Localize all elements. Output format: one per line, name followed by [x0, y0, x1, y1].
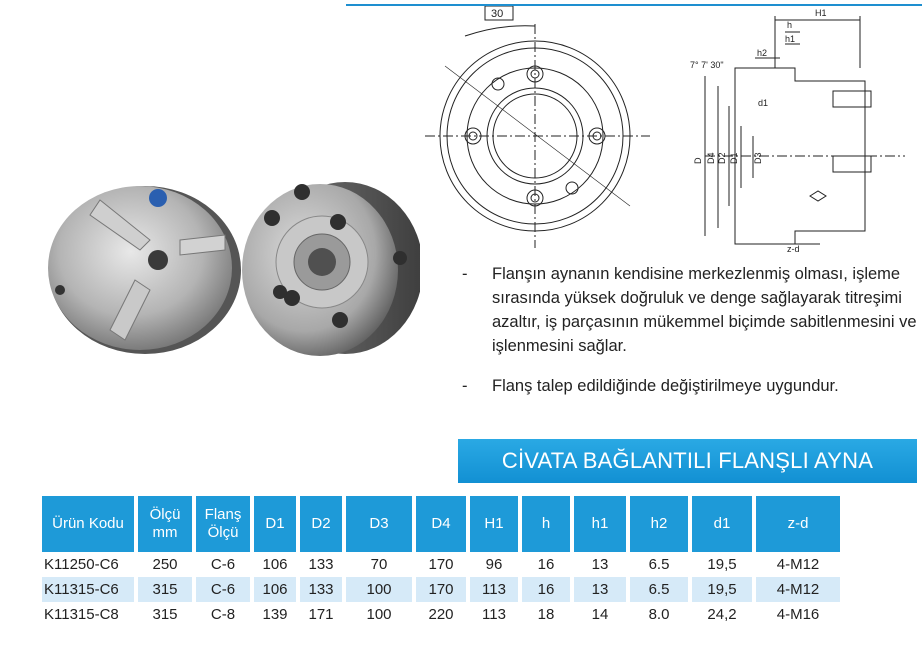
feature-text: Flanş talep edildiğinde değiştirilmeye uygundur.: [492, 377, 839, 395]
flange-chuck-image: [242, 182, 420, 356]
three-jaw-chuck-image: [48, 186, 241, 354]
dim-D: D: [693, 157, 703, 164]
angle-label: 30: [491, 8, 504, 20]
cell-D2: 133: [300, 577, 342, 602]
cell-d1: 19,5: [692, 577, 752, 602]
dim-H1: H1: [815, 8, 827, 18]
table-row: [42, 602, 840, 627]
table-header-row: [42, 496, 840, 552]
cell-D4: 220: [428, 606, 454, 623]
cell-h2: 6.5: [630, 577, 688, 602]
taper-label: 7° 7' 30": [690, 60, 724, 70]
cell-D1: 106: [262, 556, 288, 573]
technical-drawing: [405, 6, 922, 256]
spec-table: [38, 496, 844, 627]
cell-D1: 106: [254, 577, 296, 602]
cell-h: 18: [537, 606, 555, 623]
header-h1: h1: [574, 496, 626, 552]
table-row: [42, 577, 840, 602]
cell-D3: 100: [366, 606, 392, 623]
table-row: [42, 552, 840, 577]
cell-product-code: K11250-C6: [44, 556, 119, 573]
dim-zd: z-d: [787, 244, 800, 254]
dim-D3: D3: [753, 152, 763, 164]
cell-D2: 171: [308, 606, 334, 623]
dim-h1: h1: [785, 34, 796, 44]
product-photo: [40, 170, 420, 360]
header-D2: D2: [300, 496, 342, 552]
cell-H1: 113: [482, 606, 506, 623]
cell-product-code: K11315-C6: [42, 577, 134, 602]
cell-h: 16: [537, 556, 555, 573]
feature-list: [458, 262, 918, 398]
cell-h1: 13: [574, 577, 626, 602]
cell-size: 315: [152, 606, 178, 623]
cell-d1: 24,2: [707, 606, 737, 623]
cell-D3: 100: [346, 577, 412, 602]
cell-D4: 170: [428, 556, 454, 573]
bullet-dash: -: [462, 265, 468, 283]
header-h: h: [522, 496, 570, 552]
cell-z-d: 4-M16: [776, 606, 820, 623]
cell-h1: 14: [591, 606, 609, 623]
header-z-d: z-d: [756, 496, 840, 552]
bullet-dash: -: [462, 377, 468, 395]
cell-flange: C-6: [196, 577, 250, 602]
header-d1: d1: [692, 496, 752, 552]
cell-D4: 170: [416, 577, 466, 602]
cell-h: 16: [522, 577, 570, 602]
dim-D4: D4: [706, 152, 716, 164]
header-size: Ölçü mm: [138, 496, 192, 552]
dim-D1: D1: [729, 152, 739, 164]
section-title-banner: CİVATA BAĞLANTILI FLANŞLI AYNA: [458, 439, 917, 483]
header-h2: h2: [630, 496, 688, 552]
header-D1: D1: [254, 496, 296, 552]
cell-h2: 8.0: [648, 606, 670, 623]
header-product-code: Ürün Kodu: [42, 496, 134, 552]
feature-text: Flanşın aynanın kendisine merkezlenmiş olması, işleme sırasında yüksek doğruluk ve denge sağlayarak titreşimi azaltır, iş parçasının mükemmel biçimde sabitlenmesini ve işlenmesini sağlar.: [492, 265, 917, 355]
cell-product-code: K11315-C8: [44, 606, 119, 623]
cell-d1: 19,5: [707, 556, 737, 573]
feature-item: [458, 374, 918, 398]
cell-size: 315: [138, 577, 192, 602]
cell-H1: 96: [485, 556, 503, 573]
dim-h: h: [787, 20, 793, 30]
cell-h2: 6.5: [648, 556, 670, 573]
feature-item: [458, 262, 918, 358]
header-D3: D3: [346, 496, 412, 552]
cell-h1: 13: [591, 556, 609, 573]
cell-D2: 133: [308, 556, 334, 573]
dim-D2: D2: [717, 152, 727, 164]
cell-z-d: 4-M12: [776, 556, 820, 573]
cell-D3: 70: [370, 556, 388, 573]
header-H1: H1: [470, 496, 518, 552]
dim-h2: h2: [757, 48, 768, 58]
cell-flange: C-6: [210, 556, 236, 573]
header-D4: D4: [416, 496, 466, 552]
cell-H1: 113: [470, 577, 518, 602]
dim-d1: d1: [758, 98, 769, 108]
cell-D1: 139: [262, 606, 288, 623]
header-flange: Flanş Ölçü: [196, 496, 250, 552]
cell-z-d: 4-M12: [756, 577, 840, 602]
cell-size: 250: [152, 556, 178, 573]
cell-flange: C-8: [210, 606, 236, 623]
